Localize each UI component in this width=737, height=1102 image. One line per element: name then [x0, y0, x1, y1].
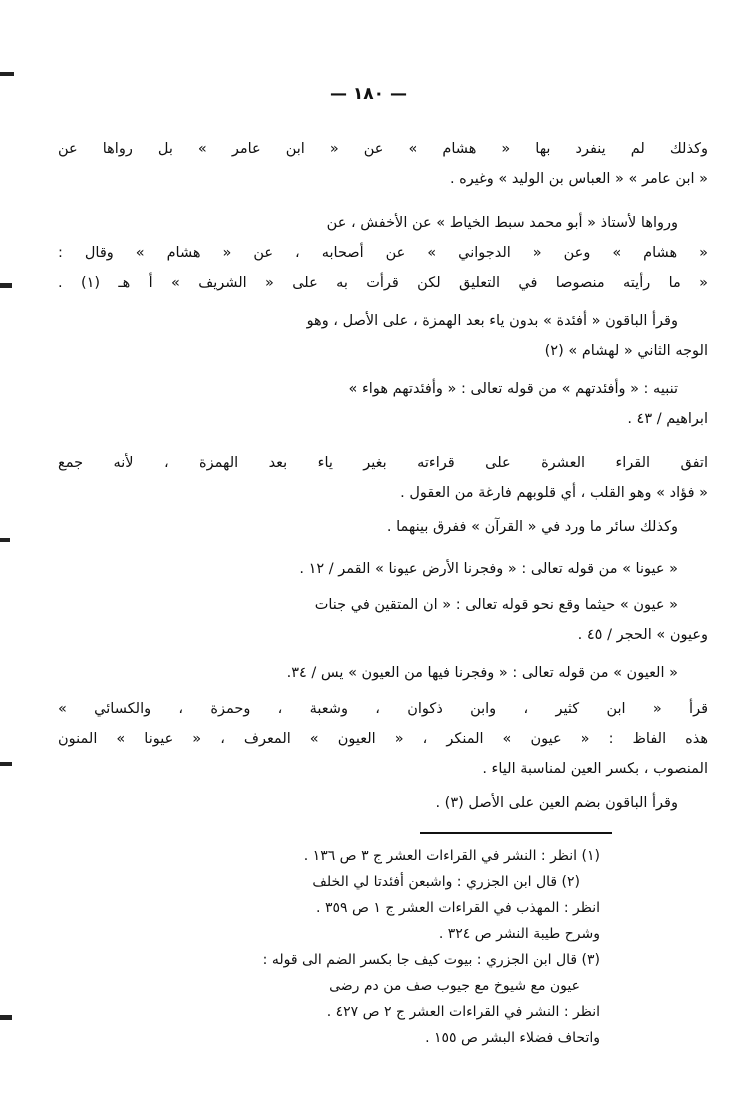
footnote-separator — [420, 832, 612, 834]
text-line: وقرأ الباقون « أفئدة » بدون ياء بعد الهمزة ، على الأصل ، وهو — [306, 313, 678, 329]
scan-mark — [0, 1015, 12, 1020]
text-line: تنبيه : « وأفئدتهم » من قوله تعالى : « وأفئدتهم هواء » — [348, 381, 678, 397]
footnote-line: انظر : المهذب في القراءات العشر ج ١ ص ٣٥٩ . — [316, 900, 600, 916]
text-line: وكذلك سائر ما ورد في « القرآن » ففرق بينهما . — [386, 519, 678, 535]
text-line: « ما رأيته منصوصا في التعليق لكن قرأت به على « الشريف » أ هـ (١) . — [58, 275, 708, 291]
scan-mark — [0, 538, 10, 542]
text-line: هذه الفاظ : « عيون » المنكر ، « العيون » المعرف ، « عيونا » المنون — [58, 731, 708, 747]
text-line: « العيون » من قوله تعالى : « وفجرنا فيها من العيون » يس / ٣٤. — [286, 665, 678, 681]
text-line: « فؤاد » وهو القلب ، أي قلوبهم فارغة من العقول . — [400, 485, 708, 501]
text-line: وعيون » الحجر / ٤٥ . — [577, 627, 708, 643]
text-line: ورواها لأستاذ « أبو محمد سبط الخياط » عن الأخفش ، عن — [326, 215, 678, 231]
footnote-line: واتحاف فضلاء البشر ص ١٥٥ . — [425, 1030, 600, 1046]
text-line: « عيونا » من قوله تعالى : « وفجرنا الأرض عيونا » القمر / ١٢ . — [299, 561, 678, 577]
text-line: وقرأ الباقون بضم العين على الأصل (٣) . — [435, 795, 678, 811]
footnote-line: (١) انظر : النشر في القراءات العشر ج ٣ ص ١٣٦ . — [303, 848, 600, 864]
footnote-line: وشرح طيبة النشر ص ٣٢٤ . — [438, 926, 600, 942]
text-line: الوجه الثاني « لهشام » (٢) — [544, 343, 708, 359]
text-line: « عيون » حيثما وقع نحو قوله تعالى : « ان المتقين في جنات — [314, 597, 678, 613]
text-line: اتفق القراء العشرة على قراءته بغير ياء بعد الهمزة ، لأنه جمع — [58, 455, 708, 471]
text-line: ابراهيم / ٤٣ . — [627, 411, 708, 427]
text-line: قرأ « ابن كثير ، وابن ذكوان ، وشعبة ، وحمزة ، والكسائي » — [58, 701, 708, 717]
footnote-line: (٢) قال ابن الجزري : واشبعن أفئدتا لي الخلف — [312, 874, 580, 890]
text-line: المنصوب ، بكسر العين لمناسبة الياء . — [482, 761, 708, 777]
footnote-line: عيون مع شيوخ مع جيوب صف من دم رضى — [329, 978, 580, 994]
page-number: — ١٨٠ — — [330, 84, 407, 104]
scan-mark — [0, 72, 14, 76]
text-line: « ابن عامر » « العباس بن الوليد » وغيره . — [449, 171, 708, 187]
footnote-line: (٣) قال ابن الجزري : بيوت كيف جا بكسر الضم الى قوله : — [262, 952, 600, 968]
text-line: وكذلك لم ينفرد بها « هشام » عن « ابن عامر » بل رواها عن — [58, 141, 708, 157]
footnote-line: انظر : النشر في القراءات العشر ج ٢ ص ٤٢٧ . — [326, 1004, 600, 1020]
scan-mark — [0, 283, 12, 288]
scan-mark — [0, 762, 12, 766]
text-line: « هشام » وعن « الدجواني » عن أصحابه ، عن « هشام » وقال : — [58, 245, 708, 261]
